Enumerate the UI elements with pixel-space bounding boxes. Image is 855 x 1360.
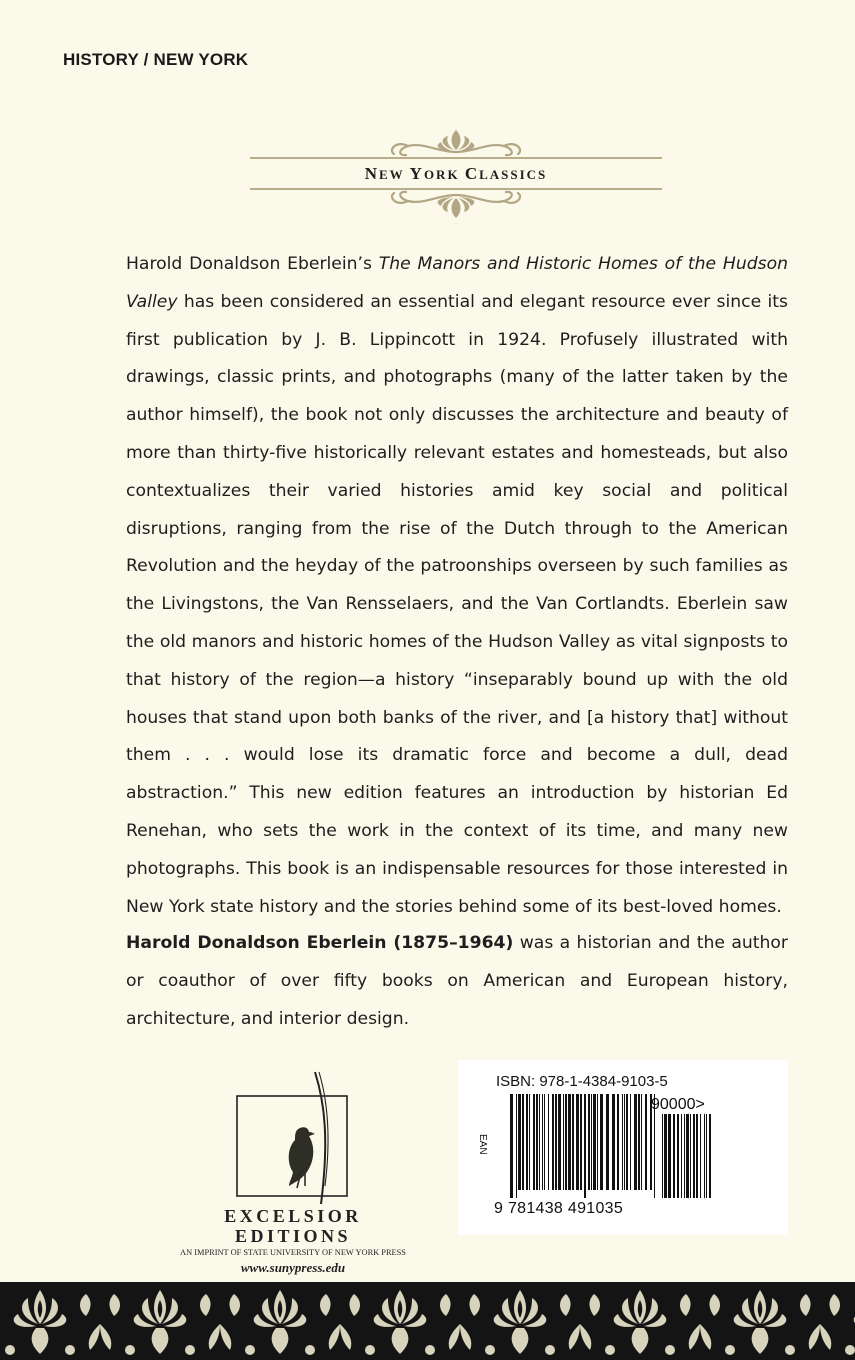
imprint-name: EXCELSIOR EDITIONS — [224, 1206, 362, 1246]
barcode-bar — [542, 1094, 543, 1190]
bird-logo-icon — [235, 1068, 351, 1204]
barcode-bar — [612, 1094, 615, 1190]
barcode-bar — [641, 1094, 642, 1190]
barcode-bar — [696, 1114, 698, 1198]
barcode-bar — [700, 1114, 701, 1198]
category-label: HISTORY / NEW YORK — [63, 50, 249, 69]
barcode-bar — [548, 1094, 549, 1190]
series-title: NEW YORK CLASSICS — [364, 164, 548, 183]
barcode-bar — [617, 1094, 619, 1190]
author-bio: Harold Donaldson Eberlein (1875–1964) was a historian and the author or coauthor of over fifty books on American and European history, architecture, and interior design. — [126, 933, 789, 1029]
barcode-bar — [529, 1094, 530, 1190]
barcode-bar — [626, 1094, 628, 1190]
barcode-bar — [563, 1094, 564, 1190]
barcode-bar — [677, 1114, 679, 1198]
barcode-bar — [572, 1094, 574, 1190]
book-title: The Manors and Historic Homes of the Hudson Valley — [126, 254, 788, 312]
barcode-box — [458, 1060, 788, 1235]
publisher-url[interactable]: www.sunypress.edu — [240, 1260, 346, 1275]
barcode-digits: 9 781438 491035 — [494, 1200, 624, 1217]
barcode-bar — [526, 1094, 528, 1190]
damask-pattern-border — [0, 1282, 855, 1360]
ean-label: EAN — [477, 1134, 488, 1155]
barcode-bar — [704, 1114, 705, 1198]
barcode-bar — [686, 1114, 689, 1198]
barcode-bar — [552, 1094, 554, 1190]
barcode-bar — [544, 1094, 545, 1190]
barcode-bar — [591, 1094, 592, 1190]
addon-barcode-bars — [662, 1114, 718, 1198]
barcode-bar — [664, 1114, 667, 1198]
barcode-bar — [558, 1094, 561, 1190]
barcode-bar — [606, 1094, 609, 1190]
barcode-bar — [668, 1114, 671, 1198]
barcode-bar — [568, 1094, 571, 1190]
barcode-bar — [622, 1094, 623, 1190]
barcode-bar — [662, 1114, 663, 1198]
barcode-bar — [634, 1094, 637, 1190]
barcode-bar — [645, 1094, 647, 1190]
barcode-bar — [593, 1094, 596, 1190]
barcode-bars — [510, 1094, 660, 1198]
barcode-bar — [510, 1094, 513, 1198]
barcode-bar — [690, 1114, 691, 1198]
barcode-bar — [624, 1094, 625, 1190]
barcode-bar — [630, 1094, 631, 1190]
barcode-bar — [684, 1114, 685, 1198]
barcode-bar — [709, 1114, 711, 1198]
barcode-bar — [518, 1094, 521, 1190]
imprint-note: AN IMPRINT OF STATE UNIVERSITY OF NEW YORK PRESS — [180, 1248, 406, 1257]
price-code: 90000> — [651, 1096, 705, 1113]
barcode-bar — [533, 1094, 535, 1190]
barcode-bar — [597, 1094, 598, 1190]
book-description: Harold Donaldson Eberlein’s The Manors and Historic Homes of the Hudson Valley has been considered an essential and elegant resource ever since its first publication by J. B. Lippincott in 1924. Profusely illustrated with drawings, classic prints, and photographs (many of the latter taken by the author himself), the book not only discusses the architecture and beauty of more than thirty-five historically relevant estates and homesteads, but also contextualizes their varied histories amid key social and political disruptions, ranging from the rise of the Dutch through to the American Revolution and the heyday of the patroonships overseen by such families as the Livingstons, the Van Rensselaers, and the Van Cortlandts. Eberlein saw the old manors and historic homes of the Hudson Valley as vital signposts to that history of the region—a history “inseparably bound up with the old houses that stand upon both banks of the river, and [a history that] without them . . . would lose its dramatic force and become a dull, dead abstraction.” This new edition features an introduction by historian Ed Renehan, who sets the work in the context of its time, and many new photographs. This book is an indispensable resources for those interested in New York state history and the stories behind some of its best-loved homes. — [126, 254, 788, 917]
barcode-bar — [580, 1094, 582, 1190]
barcode-bar — [536, 1094, 538, 1190]
barcode-bar — [588, 1094, 590, 1190]
barcode-bar — [681, 1114, 682, 1198]
barcode-bar — [516, 1094, 517, 1198]
barcode-bar — [673, 1114, 675, 1198]
barcode-bar — [584, 1094, 586, 1198]
author-name: Harold Donaldson Eberlein (1875–1964) — [126, 933, 514, 953]
barcode-bar — [638, 1094, 640, 1190]
barcode-bar — [693, 1114, 695, 1198]
barcode-bar — [522, 1094, 524, 1190]
series-banner — [248, 128, 664, 220]
barcode-bar — [600, 1094, 603, 1190]
barcode-bar — [576, 1094, 579, 1190]
barcode-bar — [539, 1094, 540, 1190]
publisher-block — [165, 1068, 421, 1278]
barcode-bar — [555, 1094, 557, 1190]
barcode-bar — [565, 1094, 567, 1190]
barcode-bar — [706, 1114, 707, 1198]
isbn-text: ISBN: 978-1-4384-9103-5 — [496, 1073, 668, 1090]
